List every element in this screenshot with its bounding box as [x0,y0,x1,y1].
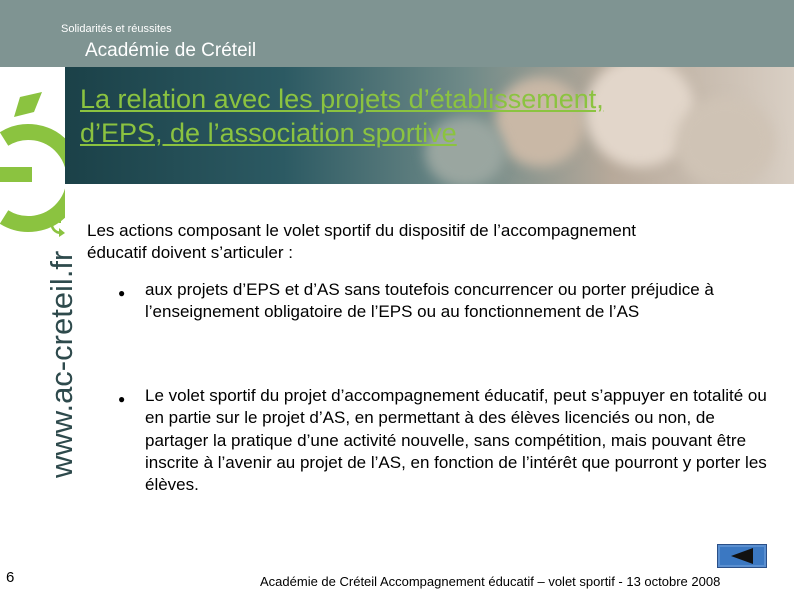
site-url-vertical: www.ac-creteil.fr [44,250,79,478]
slide-title-line-2: d’EPS, de l’association sportive [80,118,457,148]
slide-title [80,82,770,150]
header-academy: Académie de Créteil [85,40,257,61]
bullet-item-2: Le volet sportif du projet d’accompagnement éducatif, peut s’appuyer en totalité ou en partie sur le projet d’AS, en permettant à des élèves licenciés ou non, de partager la pratique d’une activité nouvelle, sans compétition, mais pouvant être inscrite à l’avenir au projet de l’AS, en fonction de l’intérêt que pourront y porter les élèves. [145,386,767,495]
footer-text: Académie de Créteil Accompagnement éducatif – volet sportif - 13 octobre 2008 [260,574,721,589]
bullet-item-1: aux projets d’EPS et d’AS sans toutefois concurrencer ou porter préjudice à l’enseignement obligatoire de l’EPS ou au fonctionnement de l’AS [145,280,714,322]
intro-paragraph: Les actions composant le volet sportif du dispositif de l’accompagnement éducatif doivent s’articuler : [87,221,637,262]
page-number: 6 [6,569,15,586]
bullet-dot: ● [118,392,126,406]
back-arrow-icon[interactable] [717,544,767,568]
slide-title-line-1: La relation avec les projets d’établissement, [80,84,604,114]
header-tagline: Solidarités et réussites [61,23,172,35]
curved-arrow-icon [47,214,67,238]
bullet-dot: ● [118,286,126,300]
